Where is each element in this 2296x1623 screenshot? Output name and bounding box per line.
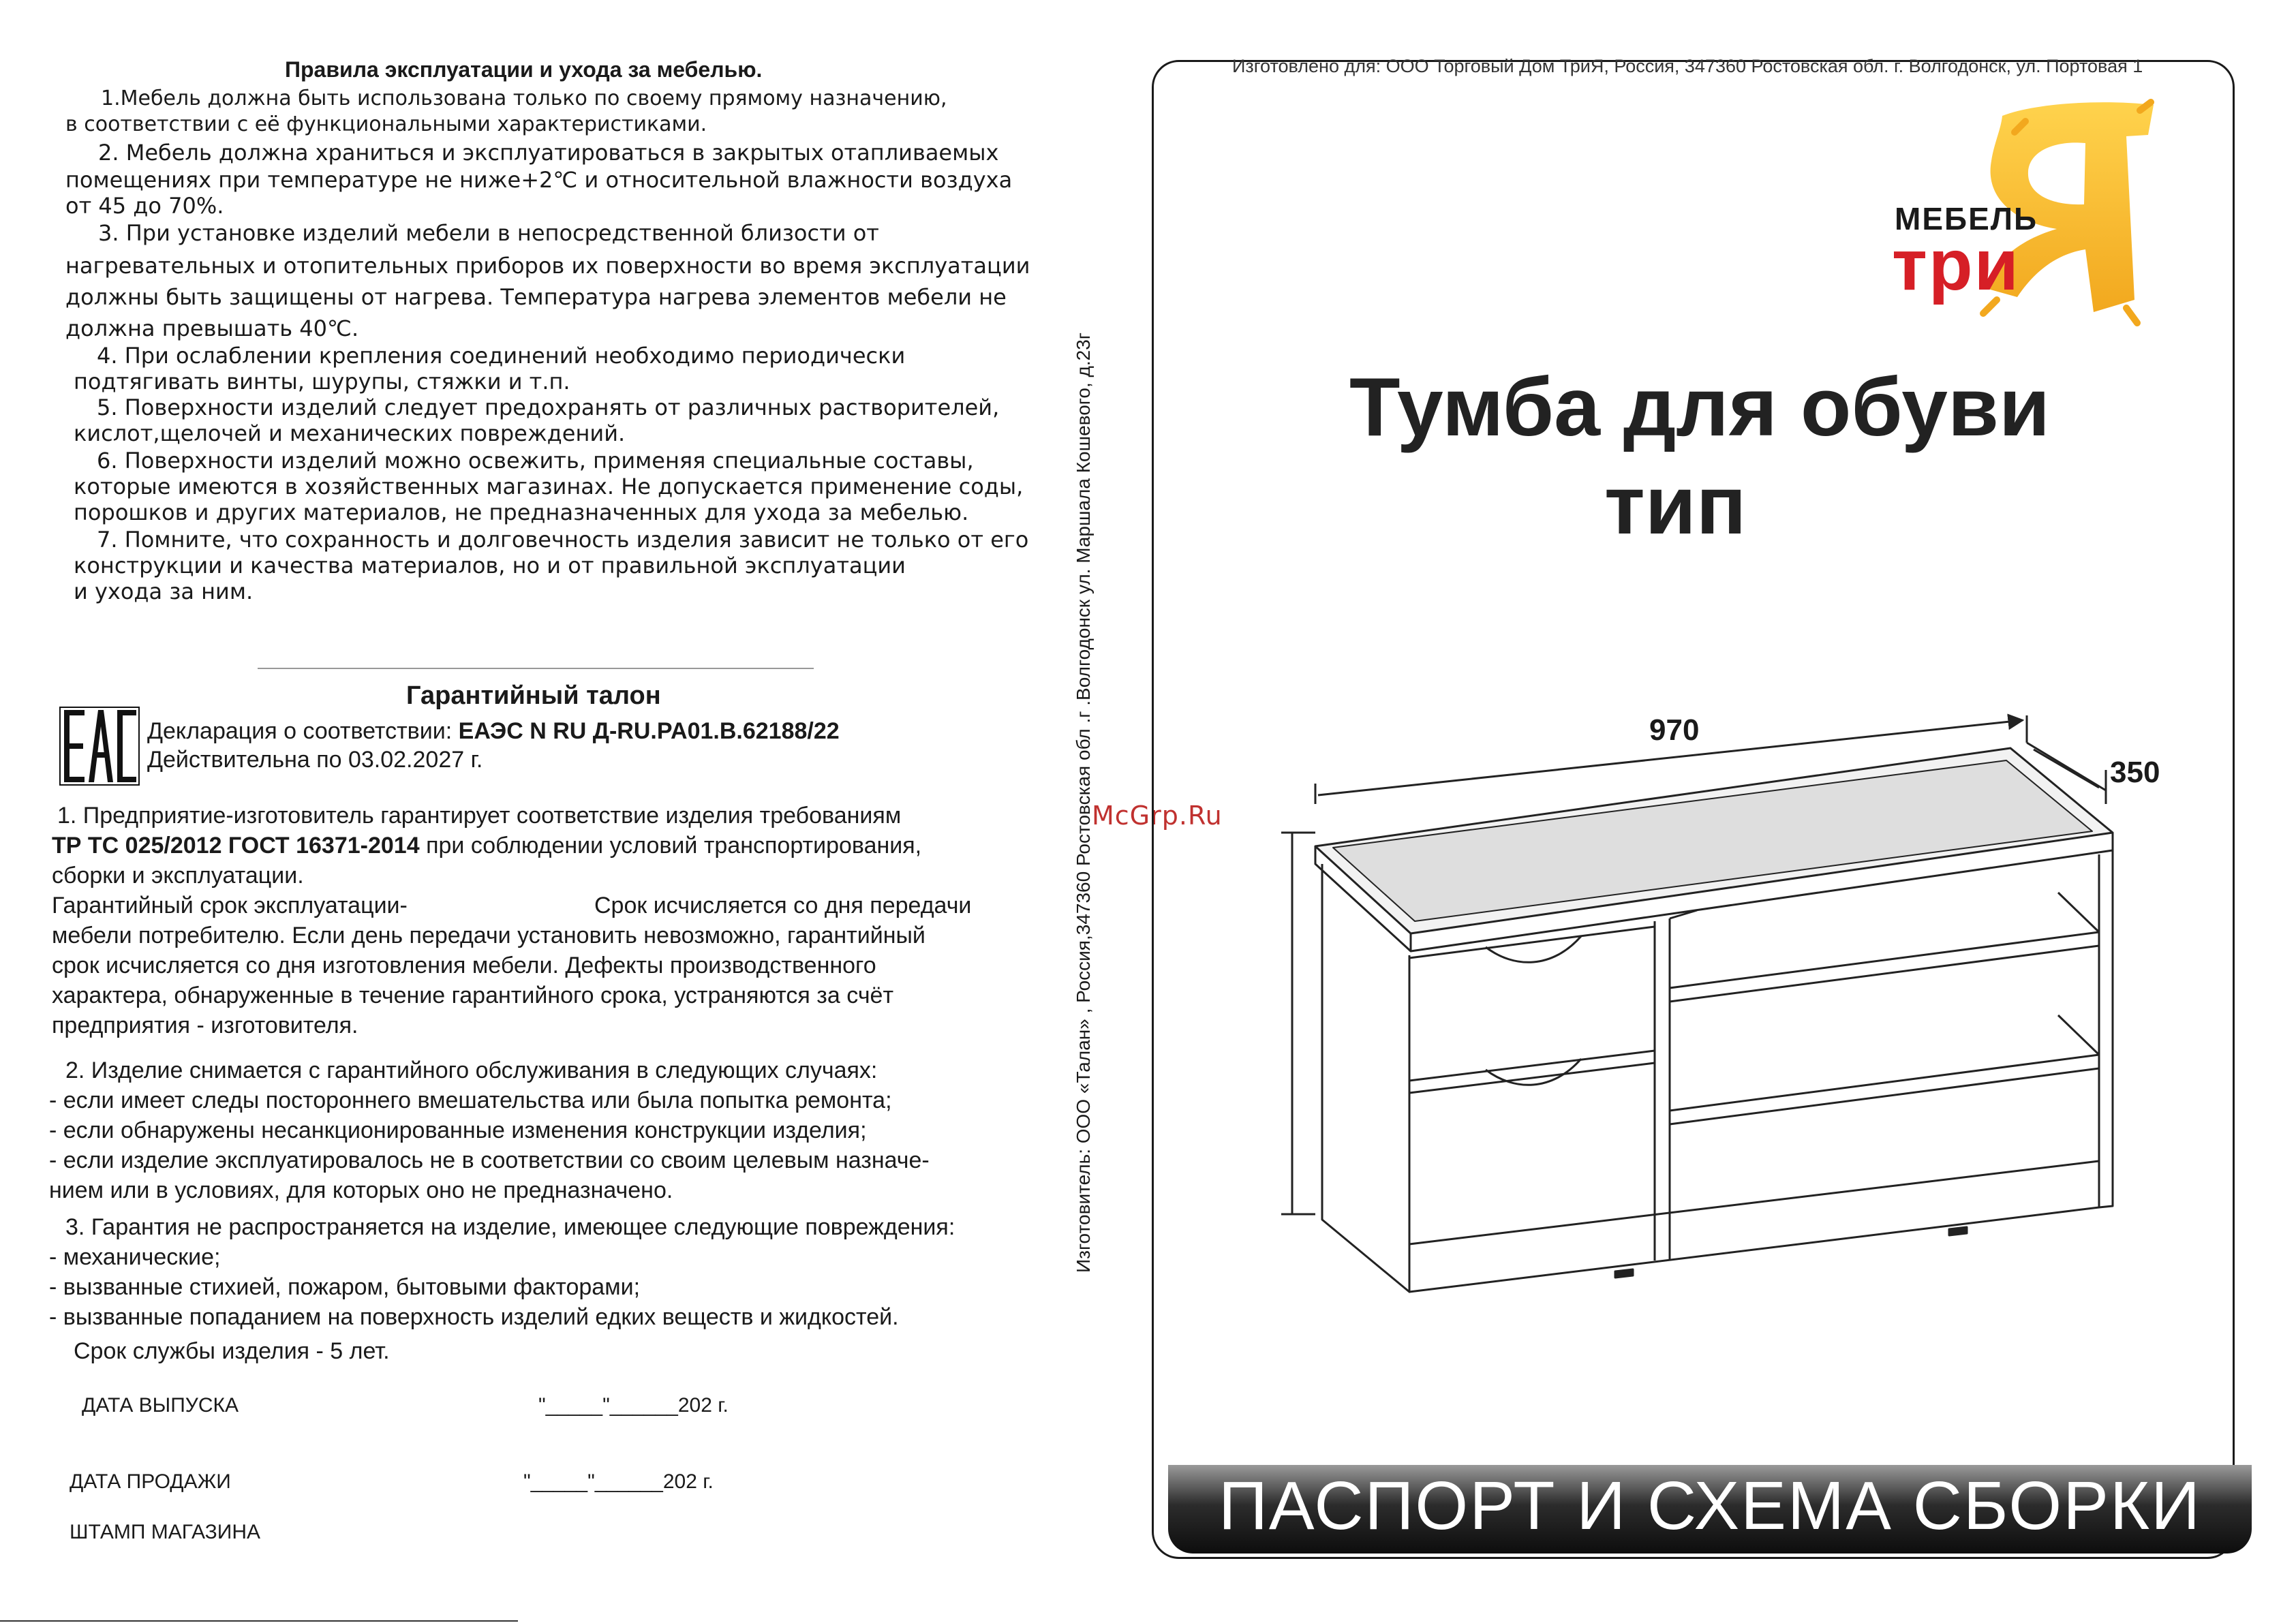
divider [258, 668, 814, 669]
warranty-line: срок исчисляется со дня изготовления мебели. Дефекты производственного [52, 953, 876, 978]
rules-title: Правила эксплуатации и ухода за мебелью. [285, 57, 763, 82]
rules-line: в соответствии с её функциональными характеристиками. [65, 112, 707, 136]
dimension-width: 970 [1649, 713, 1700, 747]
warranty-title: Гарантийный талон [406, 681, 661, 710]
release-date-label: ДАТА ВЫПУСКА [82, 1394, 239, 1417]
dimension-depth: 350 [2110, 756, 2160, 789]
warranty-line: - если изделие эксплуатировалось не в соответствии со своим целевым назначе- [49, 1147, 930, 1173]
logo-big-text: три [1892, 225, 2020, 305]
rules-line: конструкции и качества материалов, но и от правильной эксплуатации [74, 553, 906, 578]
footer-title: ПАСПОРТ И СХЕМА СБОРКИ [1218, 1468, 2202, 1544]
rules-line: 2. Мебель должна храниться и эксплуатироваться в закрытых отапливаемых [98, 140, 999, 166]
release-date-field[interactable]: "_____"______202 г. [538, 1394, 729, 1417]
rules-line: порошков и других материалов, не предназначенных для ухода за мебелью. [74, 499, 969, 525]
warranty-line: сборки и эксплуатации. [52, 863, 304, 888]
watermark: McGrp.Ru [1092, 801, 1223, 831]
rules-line: помещениях при температуре не ниже+2℃ и относительной влажности воздуха [65, 167, 1013, 193]
warranty-line: - если обнаружены несанкционированные изменения конструкции изделия; [49, 1117, 867, 1143]
warranty-line: Срок исчисляется со дня передачи [594, 893, 972, 918]
declaration-prefix: Декларация о соответствии: [147, 718, 459, 744]
rules-line: подтягивать винты, шурупы, стяжки и т.п. [74, 369, 570, 395]
stamp-label: ШТАМП МАГАЗИНА [70, 1521, 260, 1543]
made-for-text: Изготовлено для: ООО Торговый Дом ТриЯ, Россия, 347360 Ростовская обл. г. Волгодонск, ул. Портовая 1 [1232, 56, 2143, 76]
rules-line: 5. Поверхности изделий следует предохранять от различных растворителей, [97, 395, 1000, 420]
rules-line: нагревательных и отопительных приборов их поверхности во время эксплуатации [65, 253, 1030, 279]
declaration-line [147, 720, 840, 743]
warranty-period-label: Гарантийный срок эксплуатации- [52, 893, 408, 918]
service-life: Срок службы изделия - 5 лет. [74, 1338, 390, 1364]
warranty-line: характера, обнаруженные в течение гарантийного срока, устраняются за счёт [52, 983, 894, 1008]
rules-line: и ухода за ним. [74, 578, 254, 604]
rules-line: кислот,щелочей и механических повреждений. [74, 420, 626, 446]
warranty-line: - вызванные попаданием на поверхность изделий едких веществ и жидкостей. [49, 1304, 899, 1330]
rules-line: от 45 до 70%. [65, 193, 224, 219]
sale-date-field[interactable]: "_____"______202 г. [523, 1470, 714, 1493]
spine-maker-label: Изготовитель: ООО «Талан» , Россия,347360 Ростовская обл .г .Волгодонск ул. Маршала Кошевого, д.23г [1073, 333, 1094, 1273]
rules-line: 7. Помните, что сохранность и долговечность изделия зависит не только от его [97, 527, 1029, 553]
warranty-text: при соблюдении условий транспортирования, [419, 833, 922, 859]
rules-line: должны быть защищены от нагрева. Температура нагрева элементов мебели не [65, 284, 1007, 310]
warranty-line: предприятия - изготовителя. [52, 1013, 358, 1038]
product-subtitle: тип [1604, 459, 1747, 551]
declaration-valid: Действительна по 03.02.2027 г. [147, 747, 483, 773]
warranty-line [52, 834, 921, 857]
warranty-line: 3. Гарантия не распространяется на изделие, имеющее следующие повреждения: [65, 1214, 955, 1240]
page-cut-line [0, 1620, 518, 1622]
logo-small-text: МЕБЕЛЬ [1895, 201, 2038, 236]
warranty-line: нием или в условиях, для которых оно не предназначено. [49, 1177, 673, 1203]
rules-line: которые имеются в хозяйственных магазинах. Не допускается применение соды, [74, 474, 1024, 499]
warranty-line: 1. Предприятие-изготовитель гарантирует соответствие изделия требованиям [57, 803, 902, 829]
standard-codes: ТР ТС 025/2012 ГОСТ 16371-2014 [52, 833, 420, 859]
warranty-line: - вызванные стихией, пожаром, бытовыми факторами; [49, 1274, 641, 1300]
sale-date-label: ДАТА ПРОДАЖИ [70, 1470, 231, 1493]
rules-line: должна превышать 40℃. [65, 315, 359, 341]
rules-line: 4. При ослаблении крепления соединений необходимо периодически [97, 343, 906, 369]
shoe-bench-drawing [1261, 702, 2188, 1295]
warranty-line: 2. Изделие снимается с гарантийного обслуживания в следующих случаях: [65, 1057, 878, 1083]
rules-line: 3. При установке изделий мебели в непосредственной близости от [98, 220, 879, 246]
warranty-line: мебели потребителю. Если день передачи установить невозможно, гарантийный [52, 923, 925, 948]
brand-logo [1881, 95, 2181, 334]
warranty-line: - механические; [49, 1244, 221, 1270]
product-title: Тумба для обуви [1349, 360, 2051, 453]
warranty-line: - если имеет следы постороннего вмешательства или была попытка ремонта; [49, 1087, 892, 1113]
rules-line: 6. Поверхности изделий можно освежить, применяя специальные составы, [97, 448, 974, 474]
eac-mark-icon [59, 706, 140, 786]
rules-line: 1.Мебель должна быть использована только по своему прямому назначению, [101, 87, 947, 110]
declaration-number: ЕАЭС N RU Д-RU.PA01.B.62188/22 [458, 718, 840, 744]
